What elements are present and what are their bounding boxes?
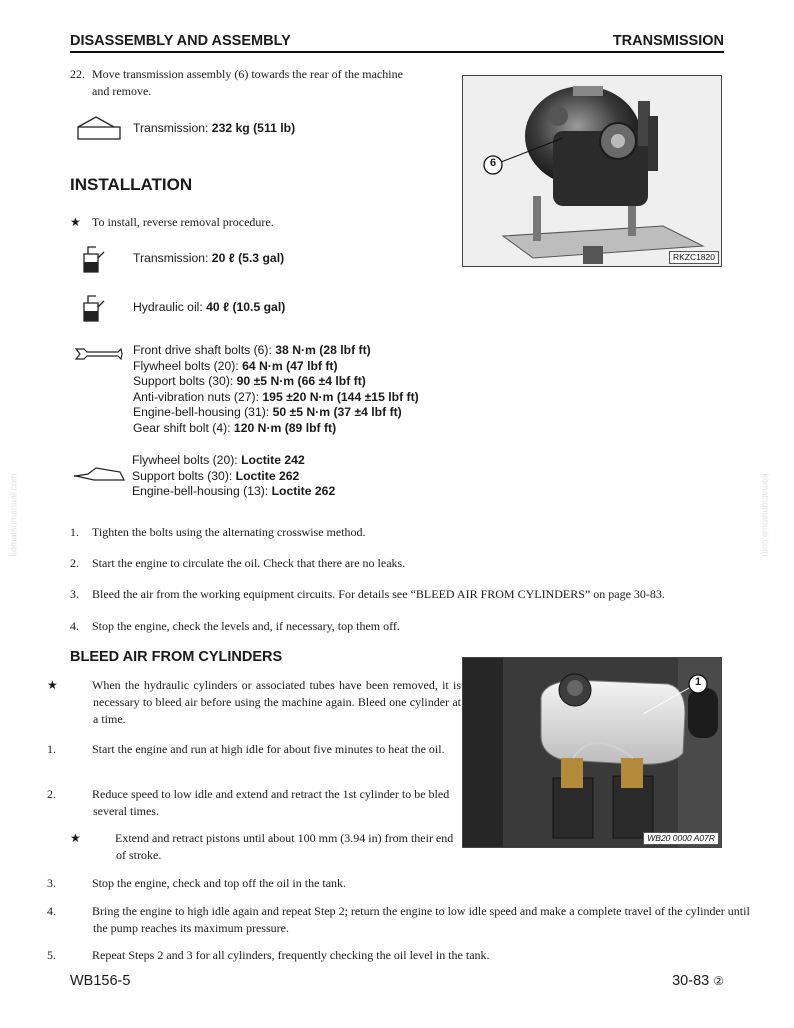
transmission-oil-capacity: Transmission: 20 ℓ (5.3 gal) bbox=[133, 251, 285, 265]
bleed-step-1: 1. Start the engine and run at high idle for about five minutes to heat the oil. bbox=[47, 742, 445, 756]
bleed-note: ★ When the hydraulic cylinders or associated tubes have been removed, it is necessary to bleed air before using the machine again. Bleed one cylinder at a time. bbox=[47, 678, 461, 726]
callout-1: 1 bbox=[694, 676, 702, 688]
callout-6: 6 bbox=[489, 157, 497, 169]
bleed-step-3: 3. Stop the engine, check and top off the oil in the tank. bbox=[47, 876, 347, 890]
transmission-photo bbox=[462, 75, 722, 267]
bleed-step-5: 5. Repeat Steps 2 and 3 for all cylinders, frequently checking the oil level in the tank. bbox=[47, 948, 490, 962]
install-step-2: 2. Start the engine to circulate the oil. Check that there are no leaks. bbox=[70, 556, 406, 570]
step-22 bbox=[70, 66, 450, 100]
star-icon: ★ bbox=[70, 215, 81, 229]
footer-model: WB156-5 bbox=[70, 973, 131, 989]
transmission-weight: Transmission: 232 kg (511 lb) bbox=[133, 121, 296, 135]
oil-can-icon bbox=[80, 244, 106, 279]
revision-mark: ② bbox=[713, 974, 724, 988]
header-chapter-title: TRANSMISSION bbox=[612, 33, 724, 49]
header-rule bbox=[70, 51, 724, 53]
adhesive-item: Engine-bell-housing (13): Loctite 262 bbox=[132, 484, 336, 498]
torque-item: Front drive shaft bolts (6): 38 N·m (28 lbf ft) bbox=[133, 343, 371, 357]
bleed-substep-note: ★ Extend and retract pistons until about 100 mm (3.94 in) from their end of stroke. bbox=[70, 831, 454, 862]
torque-item: Flywheel bolts (20): 64 N·m (47 lbf ft) bbox=[133, 358, 338, 373]
adhesive-tube-icon bbox=[74, 464, 126, 489]
watermark-right: komatsumanual.com bbox=[760, 473, 771, 557]
reservoir-photo bbox=[462, 657, 722, 848]
bleed-step-2: 2. Reduce speed to low idle and extend and retract the 1st cylinder to be bled several times. bbox=[47, 787, 450, 818]
step-text: Move transmission assembly (6) towards the rear of the machine bbox=[92, 67, 403, 81]
step-text-cont: and remove. bbox=[92, 84, 152, 98]
watermark-left: komatsumanual.com bbox=[8, 473, 19, 557]
footer-page: 30-83 ② bbox=[672, 973, 724, 989]
installation-heading: INSTALLATION bbox=[70, 175, 193, 194]
torque-item: Anti-vibration nuts (27): 195 ±20 N·m (144 ±15 lbf ft) bbox=[133, 389, 419, 404]
adhesive-list bbox=[132, 453, 335, 500]
star-icon: ★ bbox=[70, 831, 81, 845]
photo-code: RKZC1820 bbox=[669, 251, 719, 264]
install-step-3: 3. Bleed the air from the working equipment circuits. For details see “BLEED AIR FROM CYLINDERS” on page 30-83. bbox=[70, 587, 665, 601]
oil-can-icon bbox=[80, 293, 106, 328]
lifting-weight-icon bbox=[74, 113, 122, 146]
adhesive-item: Support bolts (30): Loctite 262 bbox=[132, 468, 300, 483]
torque-item: Support bolts (30): 90 ±5 N·m (66 ±4 lbf ft) bbox=[133, 374, 366, 388]
header-section-title: DISASSEMBLY AND ASSEMBLY bbox=[70, 33, 291, 49]
torque-list bbox=[133, 343, 419, 436]
torque-item: Gear shift bolt (4): 120 N·m (89 lbf ft) bbox=[133, 420, 337, 435]
wrench-icon bbox=[74, 346, 124, 367]
star-icon: ★ bbox=[47, 678, 58, 692]
torque-item: Engine-bell-housing (31): 50 ±5 N·m (37 ±4 lbf ft) bbox=[133, 405, 402, 419]
step-number: 22. bbox=[70, 67, 85, 81]
photo-code: WB20 0000 A07R bbox=[643, 832, 719, 845]
hydraulic-oil-capacity: Hydraulic oil: 40 ℓ (10.5 gal) bbox=[133, 300, 286, 314]
bleed-air-heading: BLEED AIR FROM CYLINDERS bbox=[70, 649, 283, 665]
install-step-4: 4. Stop the engine, check the levels and, if necessary, top them off. bbox=[70, 619, 400, 633]
install-step-1: 1. Tighten the bolts using the alternating crosswise method. bbox=[70, 525, 366, 539]
bleed-step-4: 4. Bring the engine to high idle again and repeat Step 2; return the engine to low idle speed and make a complete travel of the cylinder until the pump reaches its maximum pressure. bbox=[47, 904, 750, 935]
installation-note: ★ To install, reverse removal procedure. bbox=[70, 215, 274, 229]
adhesive-item: Flywheel bolts (20): Loctite 242 bbox=[132, 453, 305, 467]
